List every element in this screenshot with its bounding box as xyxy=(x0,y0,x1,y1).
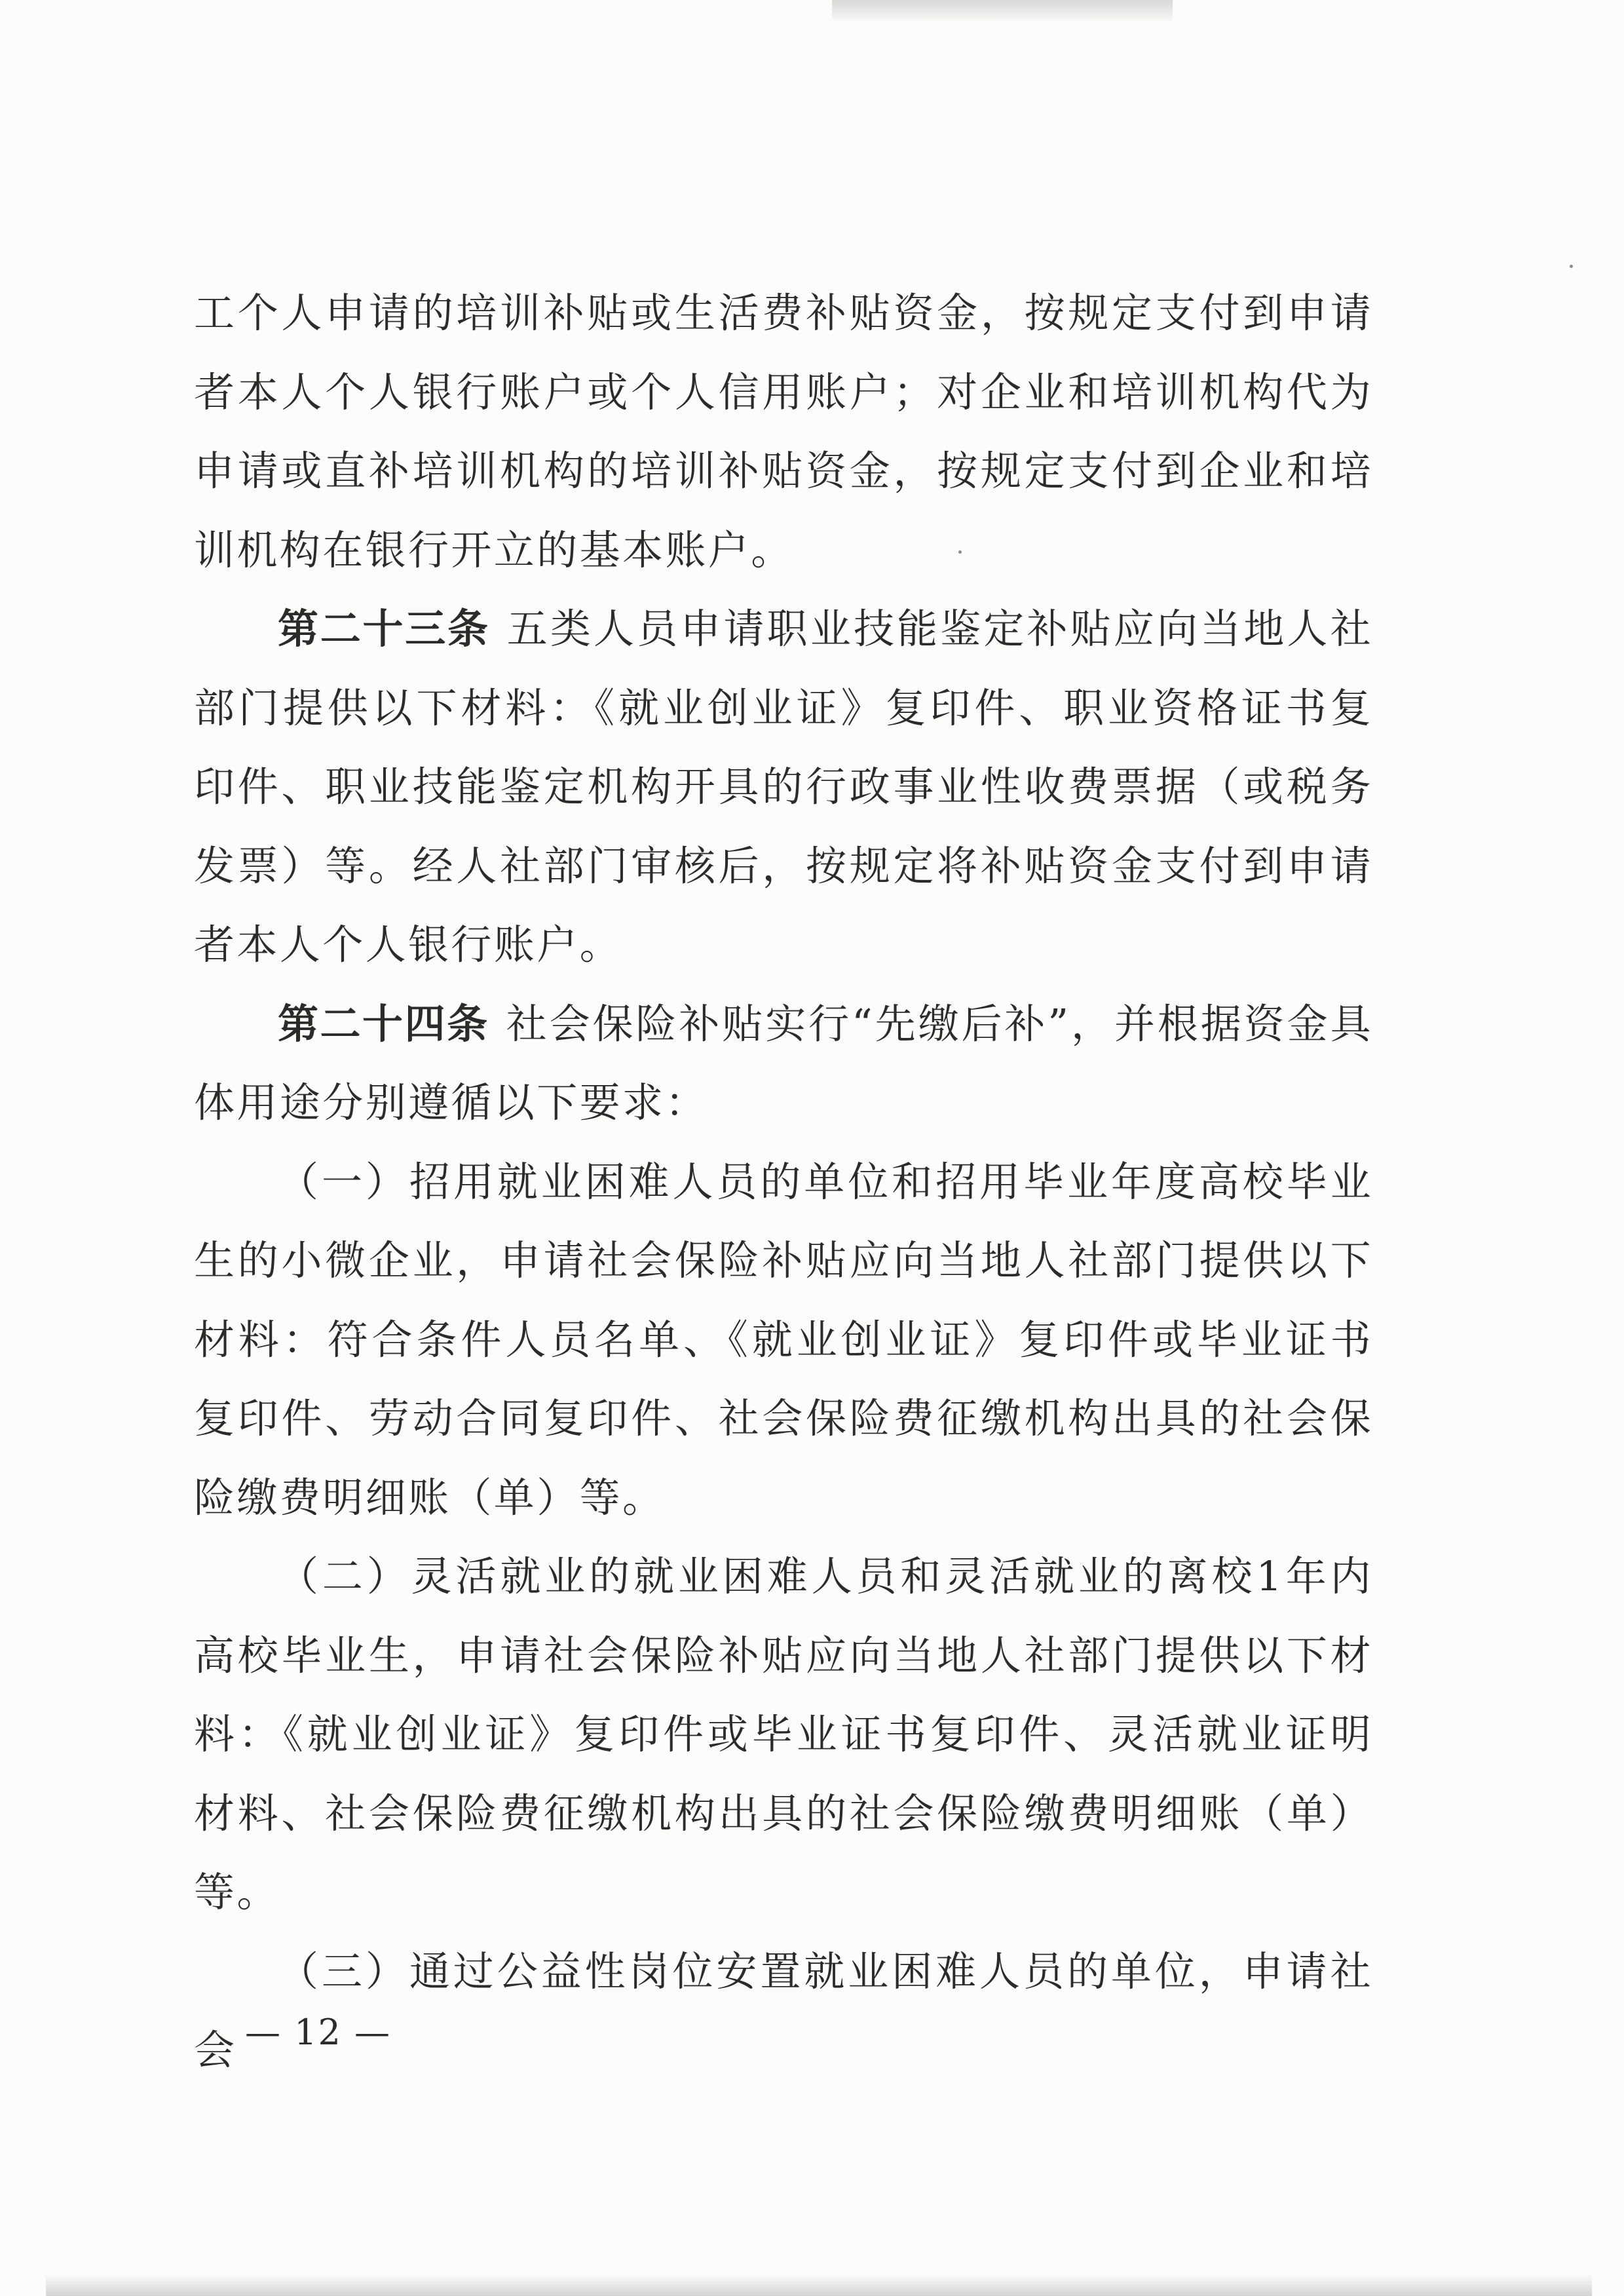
paragraph-article-24 xyxy=(194,985,1373,1143)
paragraph-text: （二）灵活就业的就业困难人员和灵活就业的离校1年内高校毕业生，申请社会保险补贴应向当地人社部门提供以下材料：《就业创业证》复印件或毕业证书复印件、灵活就业证明材料、社会保险费征缴机构出具的社会保险缴费明细账（单）等。 xyxy=(194,1552,1373,1916)
paragraph-text: 五类人员申请职业技能鉴定补贴应向当地人社部门提供以下材料：《就业创业证》复印件、职业资格证书复印件、职业技能鉴定机构开具的行政事业性收费票据（或税务发票）等。经人社部门审核后，按规定将补贴资金支付到申请者本人个人银行账户。 xyxy=(194,605,1373,968)
paragraph-text: 工个人申请的培训补贴或生活费补贴资金，按规定支付到申请者本人个人银行账户或个人信用账户；对企业和培训机构代为申请或直补培训机构的培训补贴资金，按规定支付到企业和培训机构在银行开立的基本账户。 xyxy=(194,289,1373,574)
paragraph-article-23 xyxy=(194,590,1373,985)
scan-shadow-top xyxy=(832,0,1173,24)
scan-shadow-bottom xyxy=(46,2274,1592,2296)
paragraph-item-2 xyxy=(194,1537,1373,1932)
paragraph-text: （三）通过公益性岗位安置就业困难人员的单位，申请社会 xyxy=(194,1947,1373,2074)
paragraph-text: （一）招用就业困难人员的单位和招用毕业年度高校毕业生的小微企业，申请社会保险补贴应向当地人社部门提供以下材料：符合条件人员名单、《就业创业证》复印件或毕业证书复印件、劳动合同复印件、社会保险费征缴机构出具的社会保险缴费明细账（单）等。 xyxy=(194,1157,1373,1521)
paragraph-item-1 xyxy=(194,1143,1373,1538)
article-number: 第二十三条 xyxy=(278,605,490,653)
document-body xyxy=(194,274,1373,2090)
scan-speck xyxy=(1570,265,1573,268)
paragraph-continuation xyxy=(194,274,1373,590)
article-number: 第二十四条 xyxy=(278,999,489,1048)
paragraph-item-3 xyxy=(194,1932,1373,2090)
page-number: — 12 — xyxy=(245,2012,392,2053)
paragraph-text: 社会保险补贴实行“先缴后补”，并根据资金具体用途分别遵循以下要求： xyxy=(194,999,1373,1126)
